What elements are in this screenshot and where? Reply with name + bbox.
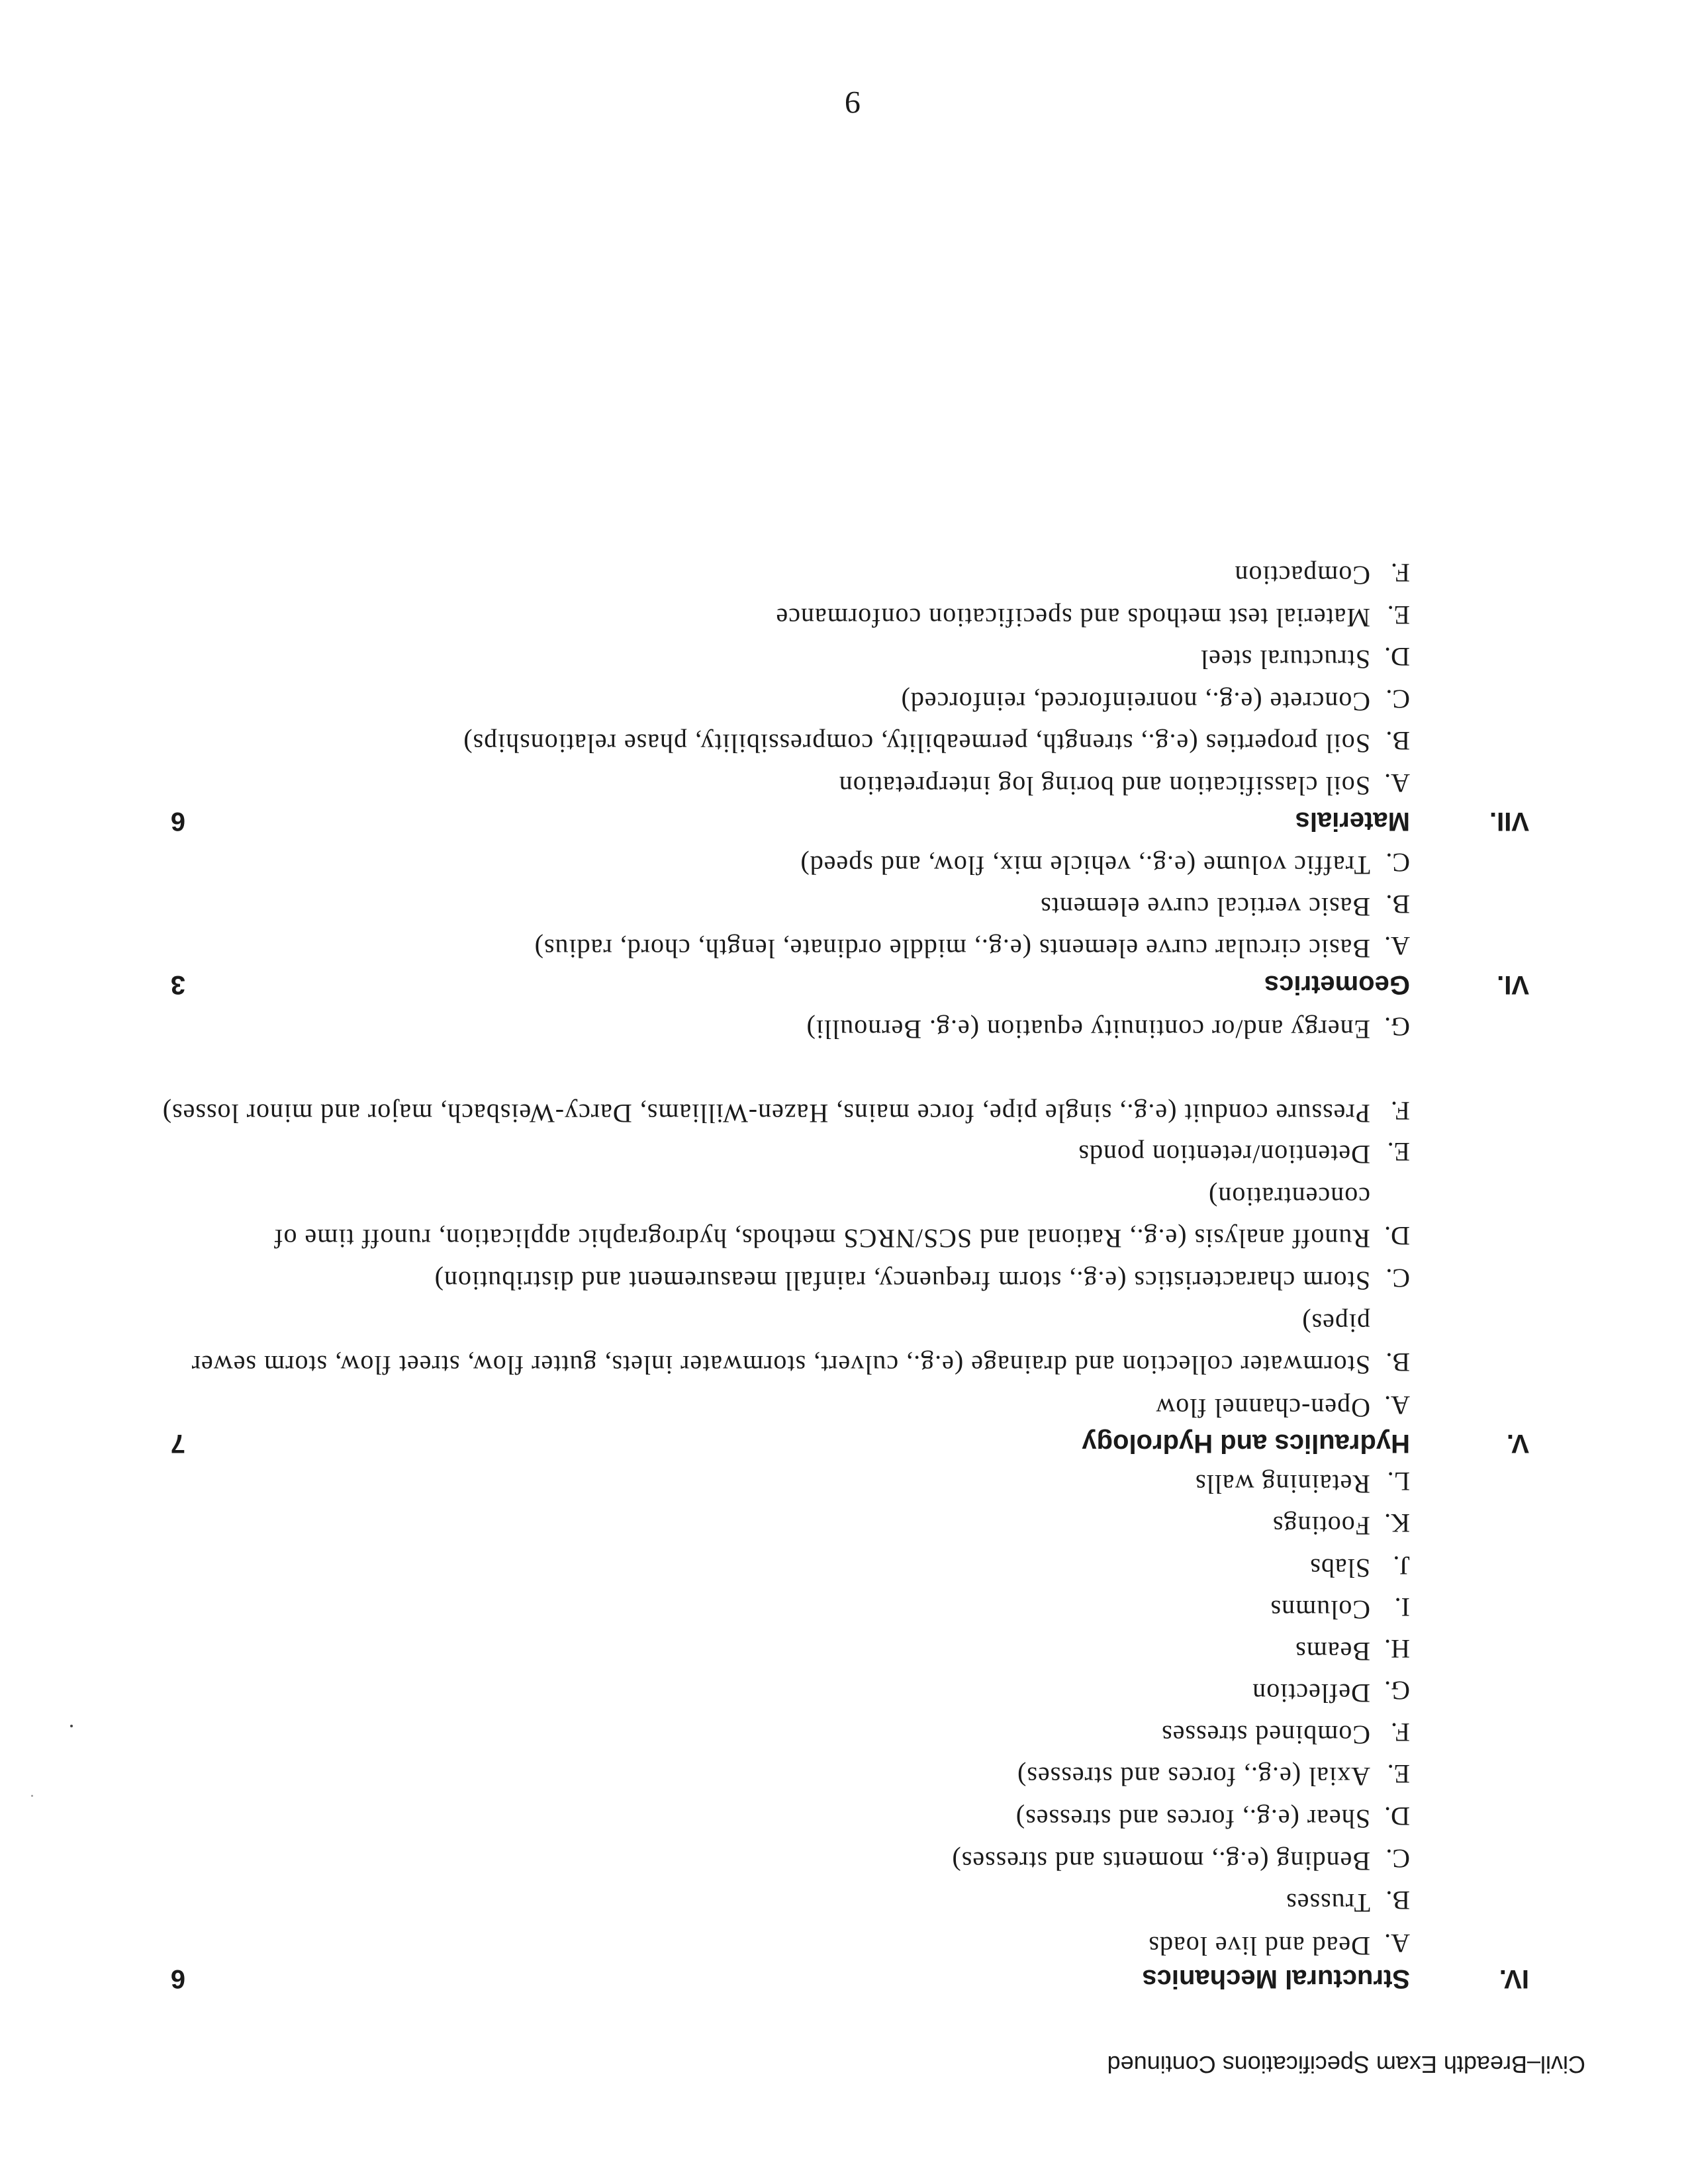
item-letter: I.	[1394, 1592, 1410, 1622]
item-text: Material test methods and specification conformance	[775, 603, 1370, 633]
page-number: 9	[845, 85, 861, 120]
running-header: Civil–Breadth Exam Specifications Continued	[1107, 2051, 1585, 2078]
item-letter: L.	[1387, 1467, 1410, 1496]
section-number: V.	[1506, 1429, 1529, 1458]
section-question-count: 7	[170, 1429, 185, 1458]
scan-speck	[31, 1795, 33, 1797]
item-text: Trusses	[1286, 1888, 1370, 1918]
item-text: Stormwater collection and drainage (e.g., culvert, stormwater inlets, gutter flow, street flow, storm sewer pipes)	[191, 1308, 1370, 1380]
item-letter: K.	[1384, 1508, 1410, 1538]
item-text: Traffic volume (e.g., vehicle mix, flow, and speed)	[800, 850, 1370, 880]
item-text: Storm characteristics (e.g., storm frequency, rainfall measurement and distribution)	[434, 1266, 1370, 1296]
section-title: Materials	[1295, 807, 1410, 836]
section-number: IV.	[1499, 1964, 1529, 1993]
item-text: Combined stresses	[1161, 1720, 1370, 1750]
item-letter: E.	[1387, 1137, 1410, 1167]
item-text: Columns	[1270, 1595, 1370, 1625]
item-text: Bending (e.g., moments and stresses)	[951, 1846, 1370, 1876]
section-question-count: 6	[170, 1964, 185, 1993]
item-text: Slabs	[1309, 1553, 1370, 1583]
item-letter: F.	[1390, 1717, 1410, 1747]
item-text: Open-channel flow	[1155, 1393, 1370, 1423]
item-letter: E.	[1387, 1759, 1410, 1789]
item-letter: A.	[1384, 1390, 1410, 1420]
item-letter: H.	[1384, 1634, 1410, 1664]
section-number: VII.	[1489, 807, 1529, 836]
item-letter: A.	[1384, 768, 1410, 798]
section-title: Geometrics	[1264, 970, 1410, 999]
item-letter: F.	[1390, 1096, 1410, 1126]
item-text: Soil classification and boring log interpretation	[838, 771, 1370, 801]
item-text: Basic circular curve elements (e.g., middle ordinate, length, chord, radius)	[534, 934, 1370, 964]
section-number: VI.	[1497, 970, 1529, 999]
item-text: Dead and live loads	[1148, 1931, 1370, 1961]
item-letter: B.	[1385, 726, 1410, 756]
section-title: Structural Mechanics	[1142, 1964, 1410, 1993]
item-text: Footings	[1272, 1511, 1370, 1541]
item-letter: G.	[1384, 1676, 1410, 1706]
section-question-count: 3	[170, 970, 185, 999]
item-text: Detention/retention ponds	[1078, 1140, 1370, 1169]
item-text: Deflection	[1252, 1678, 1370, 1708]
item-letter: B.	[1385, 1347, 1410, 1377]
item-text: Pressure conduit (e.g., single pipe, force mains, Hazen-Williams, Darcy-Weisbach, major and minor losses)	[162, 1099, 1370, 1128]
section-title: Hydraulics and Hydrology	[1082, 1429, 1410, 1458]
item-letter: C.	[1385, 1844, 1410, 1874]
item-letter: D.	[1384, 642, 1410, 672]
item-letter: C.	[1385, 1263, 1410, 1293]
item-text: Retaining walls	[1195, 1469, 1370, 1499]
item-letter: A.	[1384, 931, 1410, 961]
item-text: Beams	[1295, 1637, 1370, 1666]
item-letter: D.	[1384, 1801, 1410, 1831]
item-text: Compaction	[1234, 561, 1370, 590]
item-text: Structural steel	[1199, 645, 1370, 674]
scan-speck	[70, 1725, 73, 1727]
item-letter: C.	[1385, 848, 1410, 878]
item-text: Runoff analysis (e.g., Rational and SCS/NRCS methods, hydrographic application, runoff time of concentration)	[273, 1182, 1370, 1253]
item-letter: B.	[1385, 889, 1410, 919]
item-letter: A.	[1384, 1929, 1410, 1958]
item-letter: G.	[1384, 1012, 1410, 1042]
item-letter: C.	[1385, 684, 1410, 714]
item-text: Shear (e.g., forces and stresses)	[1015, 1804, 1370, 1834]
item-text: Basic vertical curve elements	[1040, 892, 1370, 922]
section-question-count: 6	[170, 807, 185, 836]
item-letter: B.	[1385, 1886, 1410, 1915]
item-text: Soil properties (e.g., strength, permeability, compressibility, phase relationships)	[463, 729, 1370, 758]
item-letter: D.	[1384, 1221, 1410, 1251]
item-letter: J.	[1393, 1551, 1410, 1580]
item-text: Energy and/or continuity equation (e.g. Bernoulli)	[806, 1015, 1370, 1044]
item-text: Axial (e.g., forces and stresses)	[1017, 1762, 1370, 1792]
item-letter: E.	[1387, 600, 1410, 630]
item-text: Concrete (e.g., nonreinforced, reinforced)	[900, 687, 1370, 717]
item-letter: F.	[1390, 558, 1410, 588]
